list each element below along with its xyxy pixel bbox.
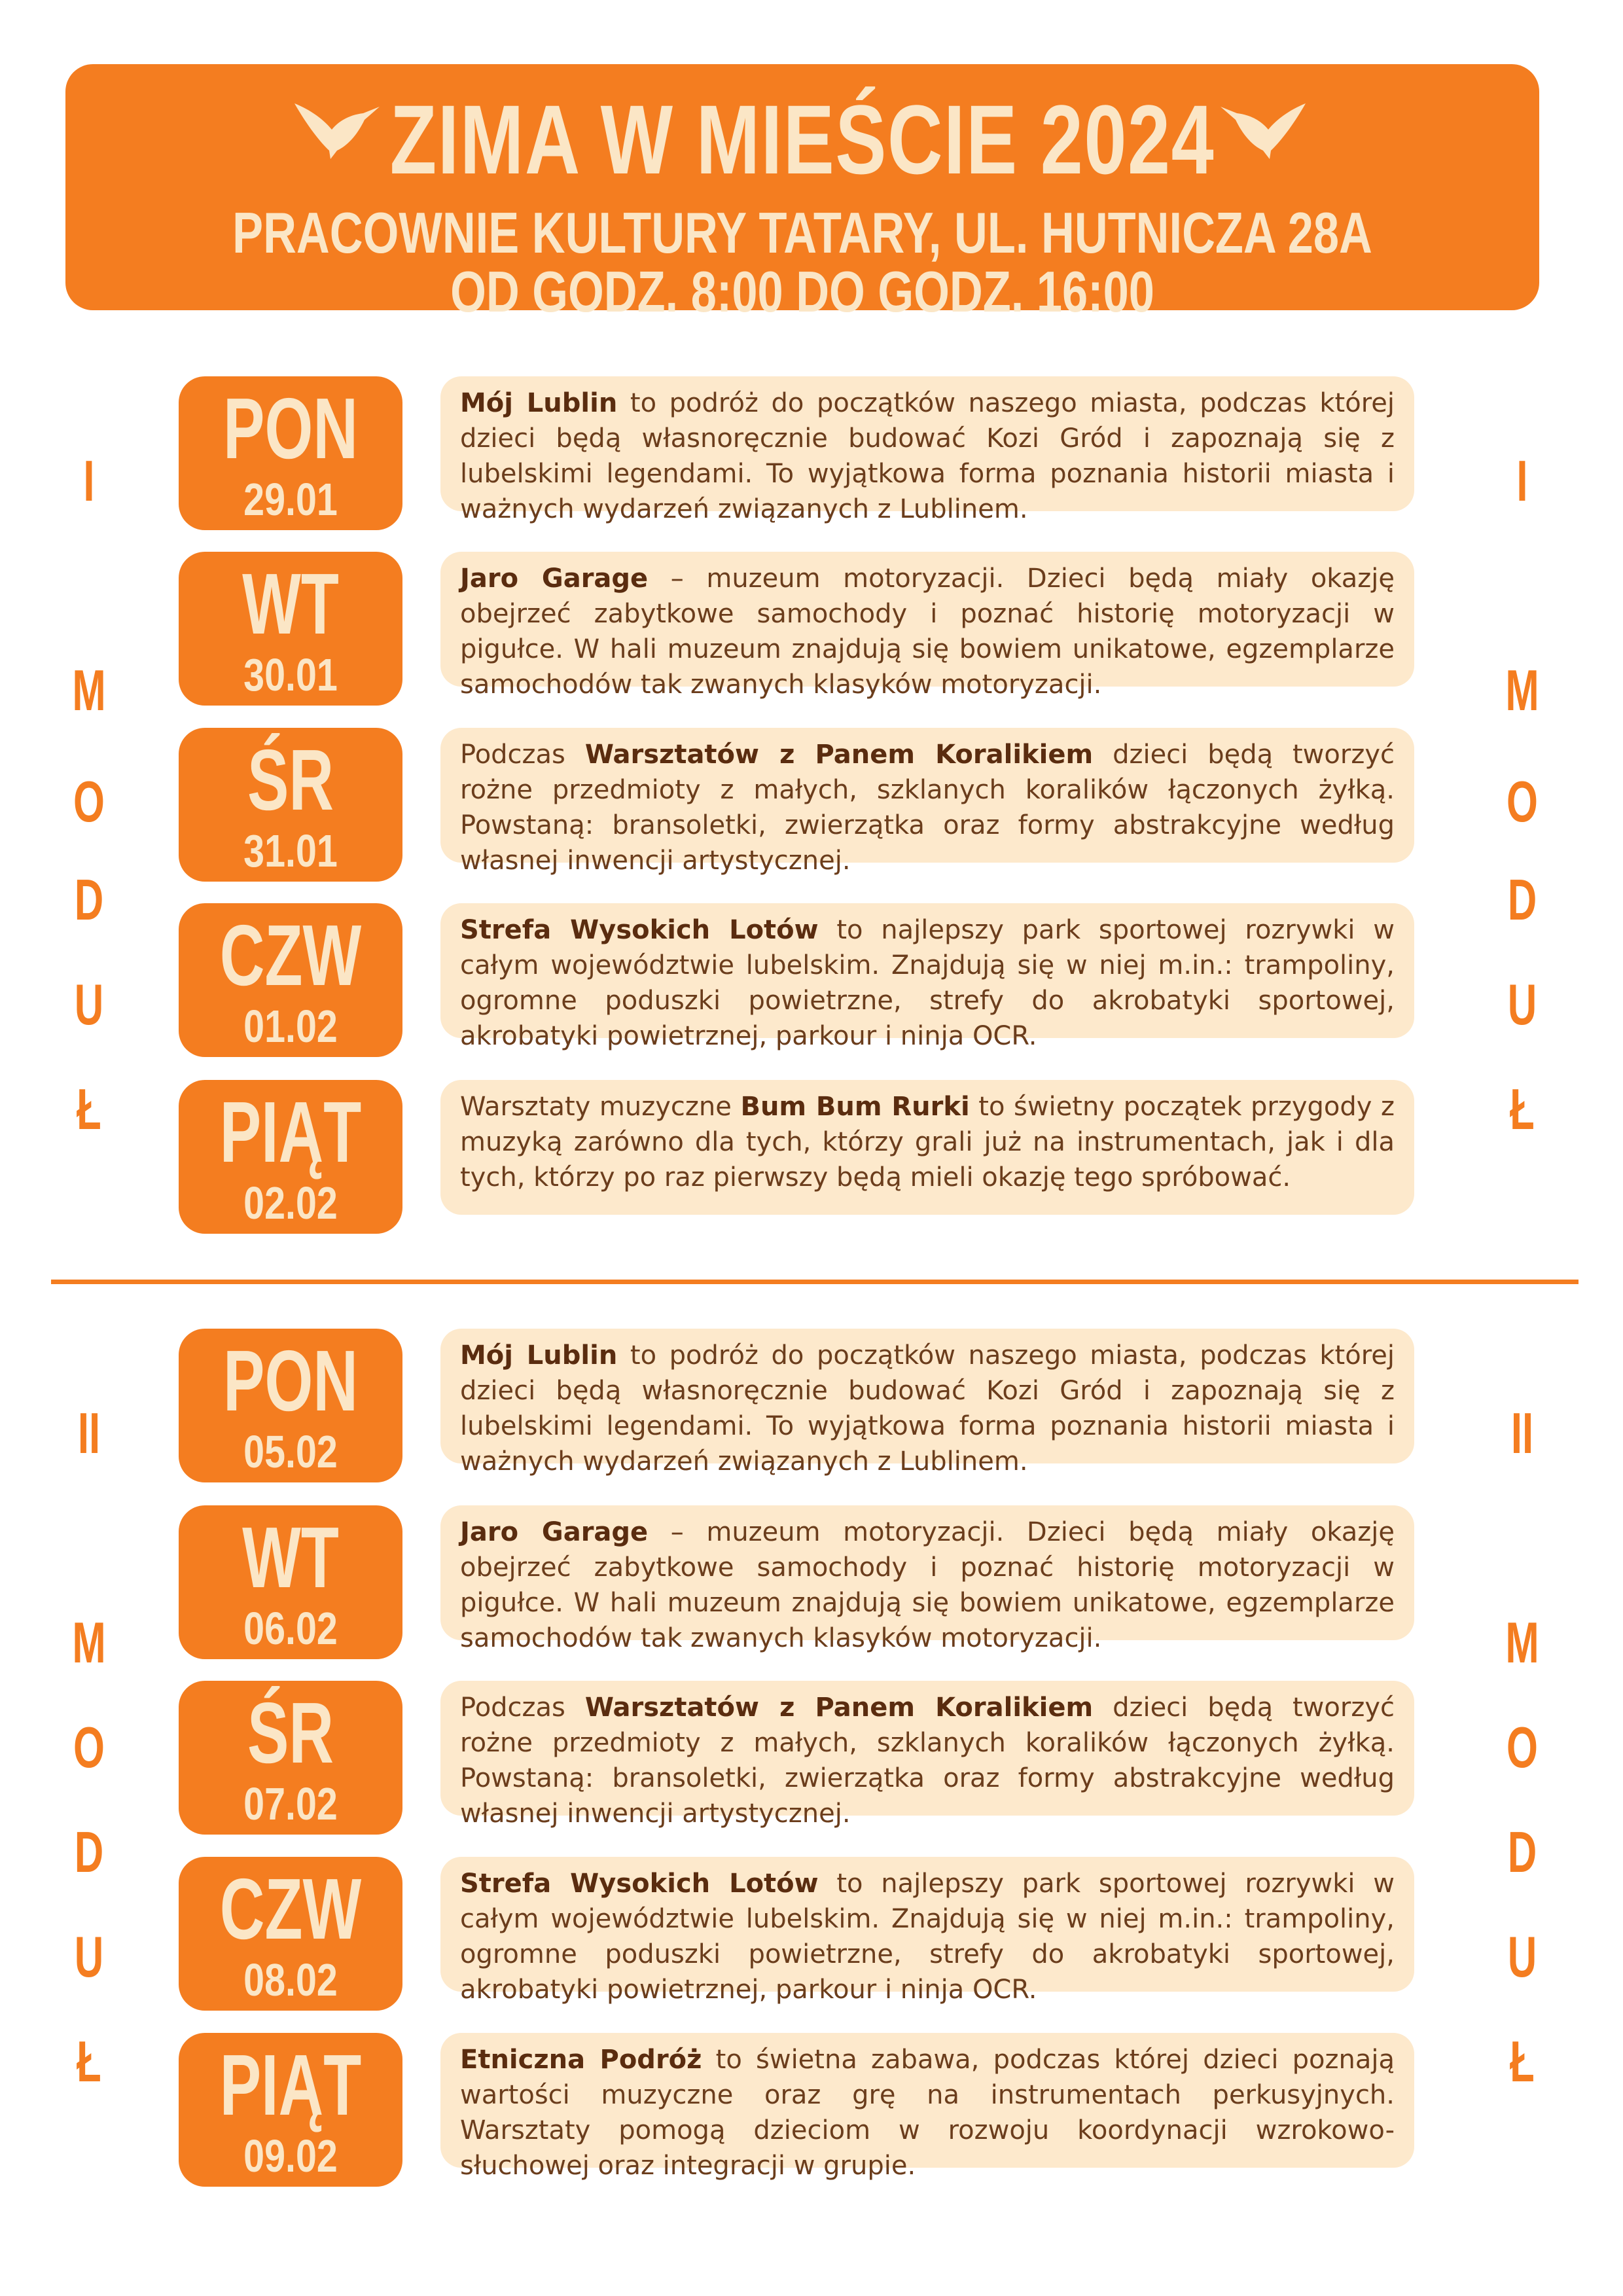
activity-name: Jaro Garage — [460, 1517, 649, 1547]
activity-name: Strefa Wysokich Lotów — [460, 915, 819, 945]
day-date: 30.01 — [243, 649, 338, 700]
desc-after: to podróż do początków naszego miasta, podczas której dzieci będą własnoręcznie budować Kozi Gród i zapoznają się z lubelskimi legendami. To wyjątkowa forma poznania historii miasta i ważnych wydarzeń związanych z Lublinem. — [460, 1340, 1395, 1477]
activity-name: Etniczna Podróż — [460, 2045, 702, 2075]
module-letter: D — [74, 867, 104, 932]
activity-description — [440, 2033, 1414, 2181]
day-badge — [179, 1329, 402, 1482]
desc-after: to świetny początek przygody z muzyką zarówno dla tych, którzy grali już na instrumentach, jak i dla tych, którzy po raz pierwszy będą mieli okazję tego spróbować. — [460, 1092, 1395, 1193]
day-name: PIĄT — [219, 2037, 362, 2133]
activity-name: Bum Bum Rurki — [740, 1092, 970, 1122]
module-letter: Ł — [1510, 2029, 1535, 2094]
day-name: WT — [242, 1509, 339, 1605]
module-letter: Ł — [77, 2029, 101, 2094]
module-divider — [51, 1280, 1578, 1284]
module-letter: M — [72, 1610, 106, 1675]
day-name: PIĄT — [219, 1084, 362, 1180]
day-date: 29.01 — [243, 474, 338, 525]
day-badge — [179, 1681, 402, 1835]
desc-after: – muzeum motoryzacji. Dzieci będą miały okazję obejrzeć zabytkowe samochody i poznać historię motoryzacji w pigułce. W hali muzeum znajdują się bowiem unikatowe, egzemplarze samochodów tak zwanych klasyków motoryzacji. — [460, 564, 1395, 700]
module-letter: M — [1505, 1610, 1539, 1675]
activity-description — [440, 1505, 1414, 1653]
module-letter: M — [1505, 658, 1539, 723]
day-name: CZW — [219, 907, 362, 1003]
day-badge — [179, 1080, 402, 1234]
day-date: 01.02 — [243, 1001, 338, 1052]
day-name: CZW — [219, 1861, 362, 1957]
module-letter: U — [74, 1924, 104, 1989]
location-subtitle: PRACOWNIE KULTURY TATARY, UL. HUTNICZA 28A — [232, 200, 1372, 265]
activity-description — [440, 376, 1414, 524]
desc-after: – muzeum motoryzacji. Dzieci będą miały okazję obejrzeć zabytkowe samochody i poznać historię motoryzacji w pigułce. W hali muzeum znajdują się bowiem unikatowe, egzemplarze samochodów tak zwanych klasyków motoryzacji. — [460, 1517, 1395, 1653]
activity-description — [440, 1681, 1414, 1829]
day-date: 05.02 — [243, 1426, 338, 1477]
desc-after: dzieci będą tworzyć rożne przedmioty z małych, szklanych koralików łączonych żyłką. Powstaną: bransoletki, zwierzątka oraz formy abstrakcyjne według własnej inwencji artystycznej. — [460, 1693, 1395, 1829]
module-letter: O — [73, 1715, 105, 1780]
module-letter: U — [1507, 1924, 1537, 1989]
day-badge — [179, 728, 402, 882]
activity-description — [440, 1080, 1414, 1215]
module-roman: I — [83, 448, 95, 513]
day-name: PON — [223, 1333, 358, 1429]
day-date: 08.02 — [243, 1954, 338, 2005]
desc-after: to świetna zabawa, podczas której dzieci poznają wartości muzyczne oraz grę na instrumentach perkusyjnych. Warsztaty pomogą dzieciom w rozwoju koordynacji wzrokowo-słuchowej oraz integracji w grupie. — [460, 2045, 1395, 2181]
day-date: 06.02 — [243, 1603, 338, 1654]
activity-name: Warsztatów z Panem Koralikiem — [584, 740, 1094, 770]
module-roman: II — [77, 1401, 101, 1465]
module-letter: D — [74, 1820, 104, 1884]
module-letter: D — [1507, 867, 1537, 932]
day-badge — [179, 1505, 402, 1659]
activity-name: Warsztatów z Panem Koralikiem — [584, 1693, 1094, 1723]
desc-before: Podczas — [460, 1693, 585, 1723]
module-letter: O — [1507, 1715, 1538, 1780]
day-date: 07.02 — [243, 1778, 338, 1829]
module-letter: O — [73, 769, 105, 834]
module-letter: U — [74, 972, 104, 1037]
day-badge — [179, 903, 402, 1057]
day-badge — [179, 376, 402, 530]
module-letter: Ł — [1510, 1077, 1535, 1141]
activity-description — [440, 728, 1414, 876]
hours-subtitle: OD GODZ. 8:00 DO GODZ. 16:00 — [450, 259, 1154, 324]
activity-name: Jaro Garage — [460, 564, 649, 594]
day-badge — [179, 552, 402, 706]
module-letter: Ł — [77, 1077, 101, 1141]
day-badge — [179, 1857, 402, 2011]
desc-after: to podróż do początków naszego miasta, podczas której dzieci będą własnoręcznie budować Kozi Gród i zapoznają się z lubelskimi legendami. To wyjątkowa forma poznania historii miasta i ważnych wydarzeń związanych z Lublinem. — [460, 388, 1395, 524]
activity-description — [440, 1857, 1414, 2005]
desc-after: dzieci będą tworzyć rożne przedmioty z małych, szklanych koralików łączonych żyłką. Powstaną: bransoletki, zwierzątka oraz formy abstrakcyjne według własnej inwencji artystycznej. — [460, 740, 1395, 876]
day-badge — [179, 2033, 402, 2187]
activity-description — [440, 552, 1414, 700]
desc-before: Podczas — [460, 740, 585, 770]
header-banner — [65, 64, 1539, 324]
module-roman: I — [1516, 448, 1528, 513]
desc-after: to najlepszy park sportowej rozrywki w całym województwie lubelskim. Znajdują się w niej m.in.: trampoliny, ogromne poduszki powietrzne, strefy do akrobatyki sportowej, akrobatyki powietrznej, parkour i ninja OCR. — [460, 1869, 1395, 2005]
day-date: 31.01 — [243, 825, 338, 876]
day-date: 02.02 — [243, 1177, 338, 1229]
desc-after: to najlepszy park sportowej rozrywki w całym województwie lubelskim. Znajdują się w niej m.in.: trampoliny, ogromne poduszki powietrzne, strefy do akrobatyki sportowej, akrobatyki powietrznej, parkour i ninja OCR. — [460, 915, 1395, 1051]
activity-description — [440, 1329, 1414, 1477]
module-letter: U — [1507, 972, 1537, 1037]
activity-description — [440, 903, 1414, 1051]
module-letter: O — [1507, 769, 1538, 834]
activity-name: Strefa Wysokich Lotów — [460, 1869, 819, 1899]
activity-name: Mój Lublin — [460, 1340, 618, 1371]
day-name: PON — [223, 380, 358, 476]
day-name: WT — [242, 556, 339, 652]
activity-name: Mój Lublin — [460, 388, 618, 418]
day-name: ŚR — [247, 1685, 334, 1781]
module-letter: M — [72, 658, 106, 723]
module-letter: D — [1507, 1820, 1537, 1884]
desc-before: Warsztaty muzyczne — [460, 1092, 741, 1122]
module-roman: II — [1510, 1401, 1534, 1465]
day-date: 09.02 — [243, 2130, 338, 2181]
page-title: ZIMA W MIEŚCIE 2024 — [389, 84, 1215, 194]
day-name: ŚR — [247, 732, 334, 828]
